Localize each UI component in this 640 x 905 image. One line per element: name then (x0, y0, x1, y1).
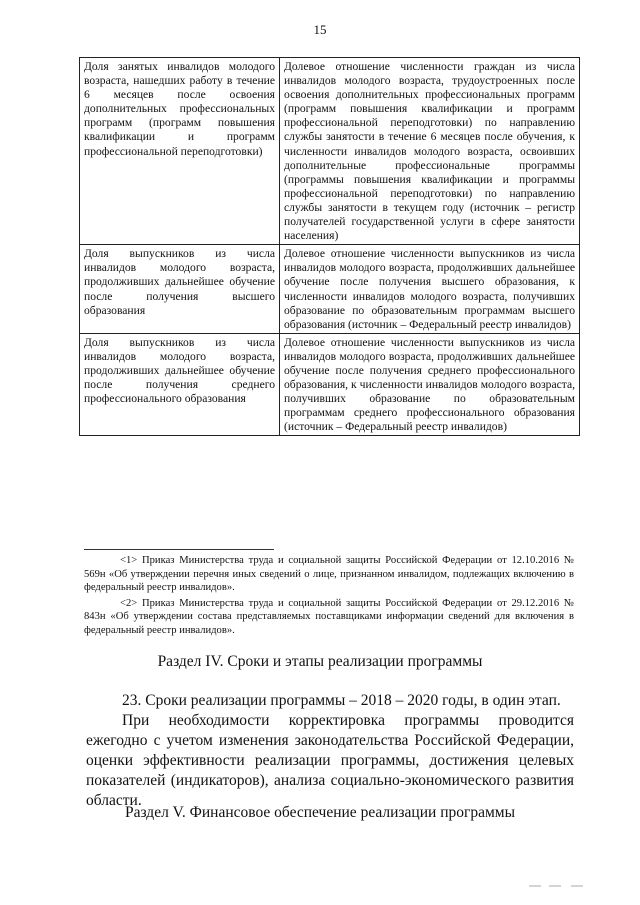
section-5-heading: Раздел V. Финансовое обеспечение реализации программы (124, 804, 516, 821)
section-4-body (86, 691, 574, 811)
footnote-2: <2> Приказ Министерства труда и социальной защиты Российской Федерации от 29.12.2016 № 843н «Об утверждении состава представляемых поставщиками информации сведений для включения в федеральный реестр инвалидов». (84, 597, 574, 636)
section-4-heading: Раздел IV. Сроки и этапы реализации программы (157, 653, 483, 670)
calculation-method-cell: Долевое отношение численности граждан из числа инвалидов молодого возраста, трудоустроенных после освоения дополнительных профессиональных программ (программ повышения квалификации и программ профессиональной переподготовки) по направлению службы занятости в течение 6 месяцев после обучения, к численности инвалидов молодого возраста, освоивших дополнительные профессиональные программы (программы повышения квалификации и программы профессиональной переподготовки) по направлению службы занятости в текущем году (источник – регистр получателей государственной услуги в сфере занятости населения) (280, 58, 580, 245)
table-row (80, 245, 580, 334)
table-row (80, 58, 580, 245)
scan-artifact-marks (527, 876, 587, 896)
indicator-name-cell: Доля выпускников из числа инвалидов молодого возраста, продолживших дальнейшее обучение после получения высшего образования (80, 245, 280, 334)
paragraph-23: 23. Сроки реализации программы – 2018 – 2020 годы, в один этап. (122, 692, 561, 709)
calculation-method-cell: Долевое отношение численности выпускников из числа инвалидов молодого возраста, продолживших дальнейшее обучение после получения среднего профессионального образования, к численности инвалидов молодого возраста, получивших образование по образовательным программам среднего профессионального образования (источник – Федеральный реестр инвалидов) (280, 333, 580, 436)
paragraph-adjustment: При необходимости корректировка программы проводится ежегодно с учетом изменения законодательства Российской Федерации, оценки эффективности реализации программы, достижения целевых показателей (индикаторов), анализа социально-экономического развития области. (86, 712, 574, 809)
indicators-table (79, 57, 580, 436)
footnote-separator (84, 549, 274, 550)
indicator-name-cell: Доля занятых инвалидов молодого возраста, нашедших работу в течение 6 месяцев после освоения дополнительных профессиональных программ (программ повышения квалификации и программ профессиональной переподготовки) (80, 58, 280, 245)
table-row (80, 333, 580, 436)
footnotes (84, 554, 574, 640)
footnote-1: <1> Приказ Министерства труда и социальной защиты Российской Федерации от 12.10.2016 № 569н «Об утверждении перечня иных сведений о лице, признанном инвалидом, подлежащих включению в федеральный реестр инвалидов». (84, 555, 574, 594)
calculation-method-cell: Долевое отношение численности выпускников из числа инвалидов молодого возраста, продолживших дальнейшее обучение после получения высшего образования, к численности инвалидов молодого возраста, получивших образование по образовательным программам высшего образования (источник – Федеральный реестр инвалидов) (280, 245, 580, 334)
indicator-name-cell: Доля выпускников из числа инвалидов молодого возраста, продолживших дальнейшее обучение после получения среднего профессионального образования (80, 333, 280, 436)
page-number: 15 (313, 22, 327, 37)
